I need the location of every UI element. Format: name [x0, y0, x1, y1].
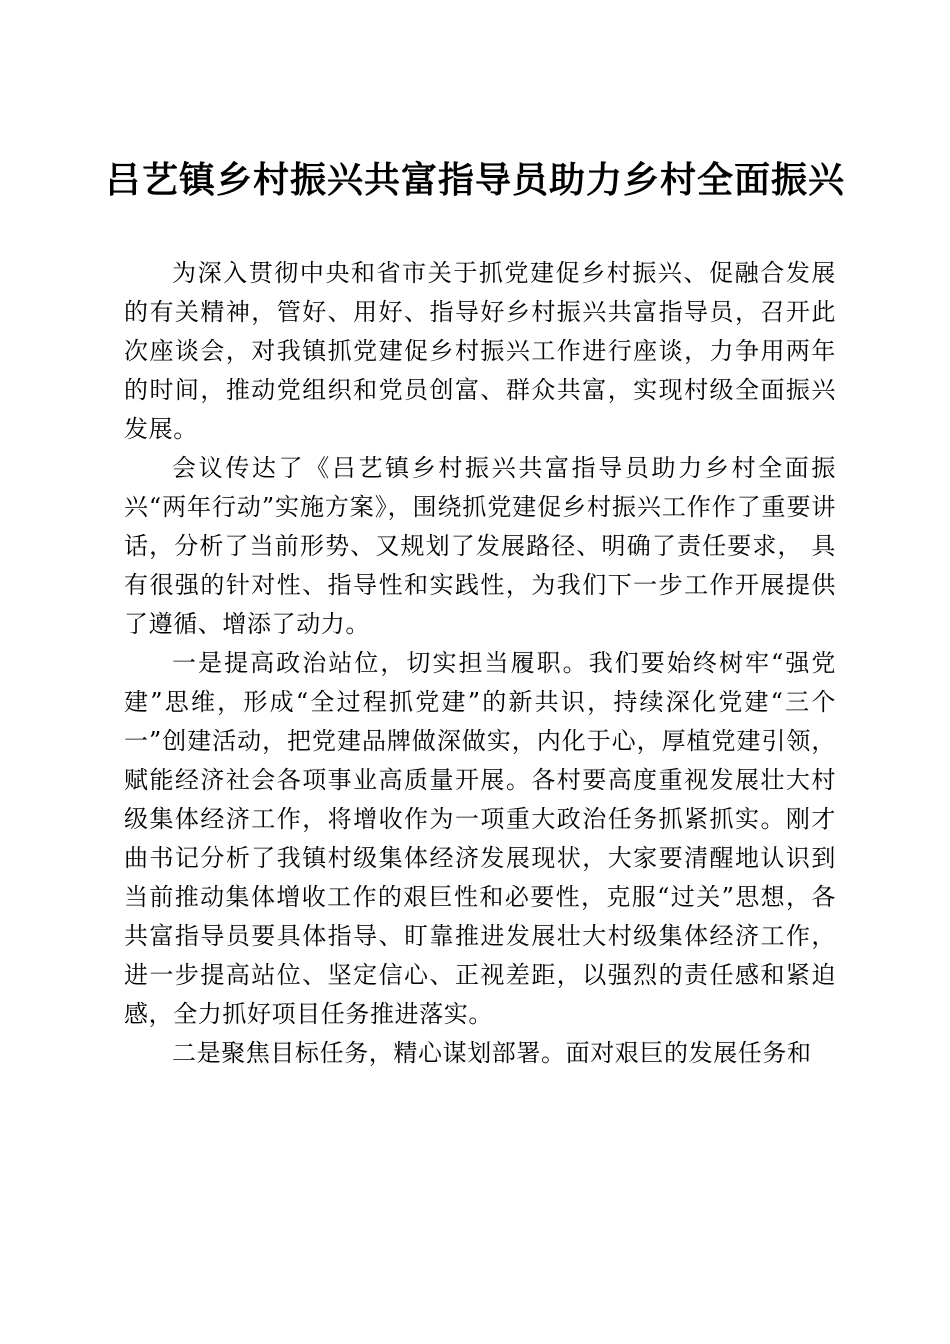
paragraph-1: 为深入贯彻中央和省市关于抓党建促乡村振兴、促融合发展的有关精神，管好、用好、指导好乡村振兴共富指导员，召开此次座谈会，对我镇抓党建促乡村振兴工作进行座谈，力争用两年的时间，推动党组织和党员创富、群众共富，实现村级全面振兴发展。: [124, 259, 836, 443]
paragraph-4: 二是聚焦目标任务，精心谋划部署。面对艰巨的发展任务和: [172, 1039, 812, 1067]
document-body: [124, 254, 836, 1073]
document-title: 吕艺镇乡村振兴共富指导员助力乡村全面振兴: [104, 159, 845, 201]
paragraph-2: 会议传达了《吕艺镇乡村振兴共富指导员助力乡村全面振兴“两年行动”实施方案》，围绕抓党建促乡村振兴工作作了重要讲话，分析了当前形势、又规划了发展路径、明确了责任要求， 具有很强的针对性、指导性和实践性，为我们下一步工作开展提供了遵循、增添了动力。: [124, 454, 836, 638]
paragraph-3: 一是提高政治站位，切实担当履职。我们要始终树牢“强党建”思维，形成“全过程抓党建”的新共识，持续深化党建“三个一”创建活动，把党建品牌做深做实，内化于心，厚植党建引领，赋能经济社会各项事业高质量开展。各村要高度重视发展壮大村级集体经济工作，将增收作为一项重大政治任务抓紧抓实。刚才曲书记分析了我镇村级集体经济发展现状，大家要清醒地认识到当前推动集体增收工作的艰巨性和必要性，克服“过关”思想，各共富指导员要具体指导、盯靠推进发展壮大村级集体经济工作， 进一步提高站位、坚定信心、正视差距，以强烈的责任感和紧迫感，全力抓好项目任务推进落实。: [124, 649, 836, 1028]
